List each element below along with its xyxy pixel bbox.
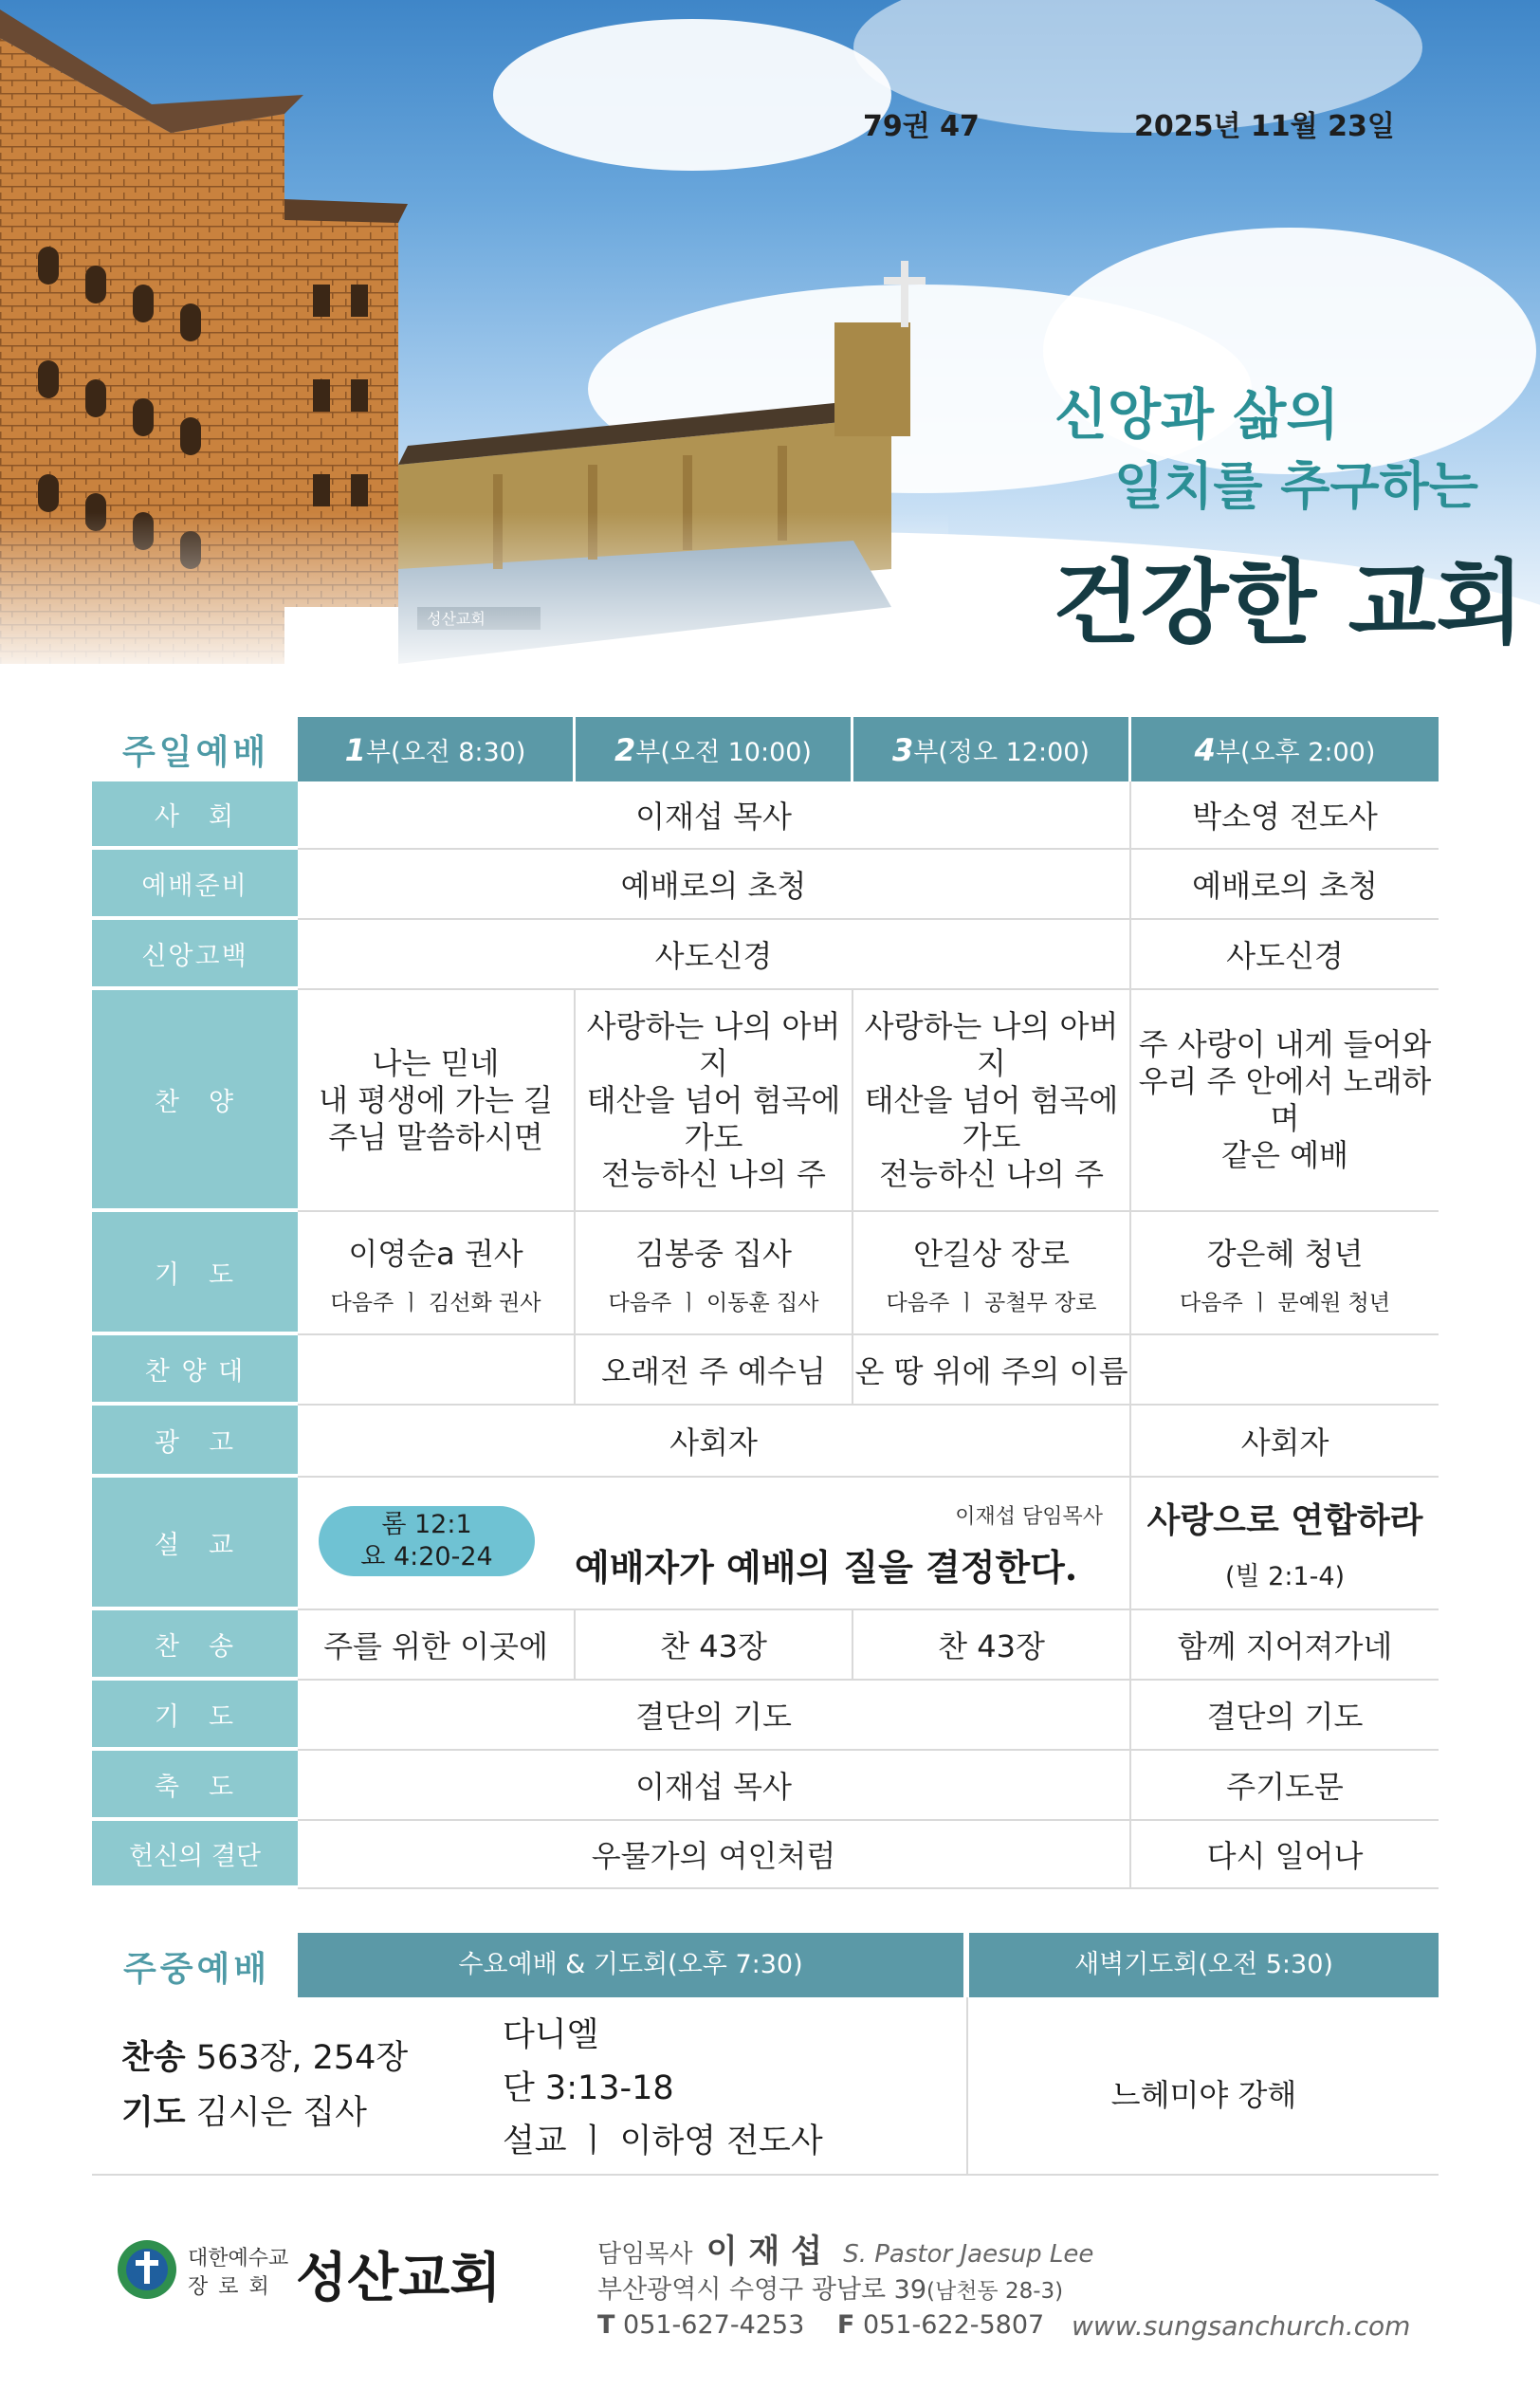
- prayer-leader: 강은혜 청년: [1206, 1235, 1364, 1272]
- song-title: 전능하신 나의 주: [879, 1155, 1104, 1192]
- row-label: 찬 양: [92, 990, 298, 1212]
- song-title: 사랑하는 나의 아버지: [586, 1007, 841, 1081]
- row-label: 기 도: [92, 1212, 298, 1335]
- wed-prayer-value: 김시은 집사: [195, 2094, 367, 2132]
- tel-label: T: [597, 2310, 615, 2340]
- service-2-header: 2부(오전 10:00): [576, 717, 853, 781]
- next-week-leader: 다음주 ㅣ 이동훈 집사: [608, 1290, 819, 1315]
- prayer2-s123: 결단의 기도: [298, 1681, 1131, 1751]
- next-week-leader: 다음주 ㅣ 공철무 장로: [886, 1290, 1097, 1315]
- song-title: 주 사랑이 내게 들어와: [1138, 1026, 1432, 1062]
- song-title: 같은 예배: [1221, 1137, 1348, 1173]
- song-title: 태산을 넘어 험곡에 가도: [864, 1081, 1119, 1155]
- choir-s3: 온 땅 위에 주의 이름: [853, 1335, 1131, 1406]
- church-address: [597, 2269, 1063, 2306]
- hymn-s2: 찬 43장: [576, 1610, 853, 1681]
- benediction-s4: 주기도문: [1131, 1751, 1439, 1821]
- wed-book: 다니엘: [503, 2016, 599, 2054]
- hymn-s1: 주를 위한 이곳에: [298, 1610, 576, 1681]
- prep-s4: 예배로의 초청: [1131, 850, 1439, 920]
- row-sermon: [92, 1478, 1439, 1610]
- section-title-sunday: 주일예배: [92, 717, 298, 781]
- creed-s4: 사도신경: [1131, 920, 1439, 990]
- slogan-line-3: 건강한 교회: [1053, 549, 1525, 656]
- song-title: 태산을 넘어 험곡에 가도: [586, 1081, 841, 1155]
- row-benediction: [92, 1751, 1439, 1821]
- row-prayer2: [92, 1681, 1439, 1751]
- song-title: 사랑하는 나의 아버지: [864, 1007, 1119, 1081]
- wed-passage: 단 3:13-18: [503, 2069, 674, 2107]
- row-praise: [92, 990, 1439, 1212]
- row-label: 기 도: [92, 1681, 298, 1751]
- weekday-bottom-rule: [92, 2174, 1439, 2176]
- scripture-ref: 롬 12:1: [381, 1510, 472, 1539]
- wed-hymn-label: 찬송: [121, 2039, 186, 2077]
- row-label: 예배준비: [92, 850, 298, 920]
- choir-s4: [1131, 1335, 1439, 1406]
- church-contact: [597, 2310, 1044, 2340]
- row-label: 신앙고백: [92, 920, 298, 990]
- praise-s4: [1131, 990, 1439, 1212]
- row-label: 광 고: [92, 1406, 298, 1478]
- next-week-leader: 다음주 ㅣ 문예원 청년: [1180, 1290, 1390, 1315]
- row-label: 사 회: [92, 781, 298, 850]
- hymn-s4: 함께 지어져가네: [1131, 1610, 1439, 1681]
- row-choir: [92, 1335, 1439, 1406]
- service-header-row: [92, 717, 1439, 781]
- sermon-title-s4: 사랑으로 연합하라: [1146, 1500, 1423, 1540]
- prayer-leader: 안길상 장로: [913, 1235, 1070, 1272]
- service-3-header: 3부(정오 12:00): [853, 717, 1131, 781]
- choir-s1: [298, 1335, 576, 1406]
- dawn-prayer-content: 느헤미야 강해: [1110, 2077, 1297, 2113]
- church-website-link[interactable]: www.sungsanchurch.com: [1072, 2310, 1411, 2342]
- service-4-header: 4부(오후 2:00): [1131, 717, 1439, 781]
- row-label: 헌신의 결단: [92, 1821, 298, 1889]
- row-prayer: [92, 1212, 1439, 1335]
- prayer-s4: [1131, 1212, 1439, 1335]
- sermon-preacher: 이재섭 담임목사: [955, 1505, 1103, 1529]
- prayer-s3: [853, 1212, 1131, 1335]
- denomination-line-2: 장 로 회: [188, 2275, 271, 2299]
- scripture-ref: 요 4:20-24: [360, 1542, 493, 1572]
- song-title: 전능하신 나의 주: [601, 1155, 826, 1192]
- benediction-s123: 이재섭 목사: [298, 1751, 1131, 1821]
- next-week-leader: 다음주 ㅣ 김선화 권사: [330, 1290, 541, 1315]
- row-label: 설 교: [92, 1478, 298, 1610]
- praise-s2: [576, 990, 853, 1212]
- pastor-label: 담임목사: [597, 2240, 693, 2269]
- row-label: 찬 양 대: [92, 1335, 298, 1406]
- pastor-line: [597, 2225, 1093, 2271]
- prayer2-s4: 결단의 기도: [1131, 1681, 1439, 1751]
- sermon-s123: [298, 1478, 1131, 1610]
- row-label: 축 도: [92, 1751, 298, 1821]
- sunday-service-table: [92, 717, 1439, 1889]
- denomination-line-1: 대한예수교: [188, 2247, 289, 2270]
- prayer-s2: [576, 1212, 853, 1335]
- row-creed: [92, 920, 1439, 990]
- wed-sermon: 설교 ㅣ 이하영 전도사: [503, 2123, 823, 2160]
- wednesday-service-header: 수요예배 & 기도회(오후 7:30): [298, 1933, 963, 1997]
- song-title: 나는 믿네: [372, 1044, 500, 1081]
- section-title-weekday: 주중예배: [123, 1950, 271, 1989]
- row-announce: [92, 1406, 1439, 1478]
- song-title: 내 평생에 가는 길: [319, 1081, 553, 1118]
- announce-s123: 사회자: [298, 1406, 1131, 1478]
- pastor-name-en: S. Pastor Jaesup Lee: [843, 2240, 1094, 2269]
- wed-prayer-label: 기도: [121, 2094, 186, 2132]
- dawn-prayer-header: 새벽기도회(오전 5:30): [969, 1933, 1439, 1997]
- service-1-header: 1부(오전 8:30): [298, 717, 576, 781]
- dedication-s123: 우물가의 여인처럼: [298, 1821, 1131, 1889]
- song-title: 우리 주 안에서 노래하며: [1138, 1063, 1432, 1136]
- volume-number: 79권 47: [863, 110, 980, 143]
- wed-prayer: [121, 2086, 367, 2134]
- church-building-illustration: [0, 0, 948, 683]
- hymn-s3: 찬 43장: [853, 1610, 1131, 1681]
- sermon-s4: [1131, 1478, 1439, 1610]
- row-hymn: [92, 1610, 1439, 1681]
- choir-s2: 오래전 주 예수님: [576, 1335, 853, 1406]
- wed-hymn: [121, 2031, 408, 2079]
- prayer-leader: 이영순a 권사: [348, 1235, 523, 1272]
- wed-hymn-value: 563장, 254장: [195, 2039, 409, 2077]
- bulletin-date: 2025년 11월 23일: [1134, 110, 1395, 143]
- announce-s4: 사회자: [1131, 1406, 1439, 1478]
- church-name-logo: 성산교회: [296, 2247, 502, 2309]
- hero-banner: [0, 0, 1540, 683]
- row-dedication: [92, 1821, 1439, 1889]
- dedication-s4: 다시 일어나: [1131, 1821, 1439, 1889]
- address-main: 부산광역시 수영구 광남로 39: [597, 2275, 927, 2305]
- sermon-title: 예배자가 예배의 질을 결정한다.: [575, 1546, 1078, 1589]
- denomination-logo-icon: [116, 2238, 178, 2301]
- weekday-divider: [966, 1997, 968, 2174]
- fax-label: F: [836, 2310, 855, 2340]
- fax-number: 051-622-5807: [862, 2310, 1045, 2340]
- row-host: [92, 781, 1439, 850]
- prayer-leader: 김봉중 집사: [635, 1235, 792, 1272]
- praise-s3: [853, 990, 1131, 1212]
- scripture-ref-s4: (빌 2:1-4): [1224, 1562, 1346, 1591]
- slogan-line-1: 신앙과 삶의: [1054, 382, 1340, 447]
- prep-s123: 예배로의 초청: [298, 850, 1131, 920]
- prayer-s1: [298, 1212, 576, 1335]
- song-title: 주님 말씀하시면: [328, 1118, 543, 1155]
- scripture-pill: [319, 1506, 535, 1576]
- pastor-name: 이 재 섭: [706, 2233, 822, 2270]
- row-prep: [92, 850, 1439, 920]
- slogan-line-2: 일치를 추구하는: [1114, 455, 1478, 516]
- row-label: 찬 송: [92, 1610, 298, 1681]
- address-sub: (남천동 28-3): [926, 2279, 1064, 2304]
- creed-s123: 사도신경: [298, 920, 1131, 990]
- praise-s1: [298, 990, 576, 1212]
- tel-number: 051-627-4253: [623, 2310, 805, 2340]
- host-s4: 박소영 전도사: [1131, 781, 1439, 850]
- host-s123: 이재섭 목사: [298, 781, 1131, 850]
